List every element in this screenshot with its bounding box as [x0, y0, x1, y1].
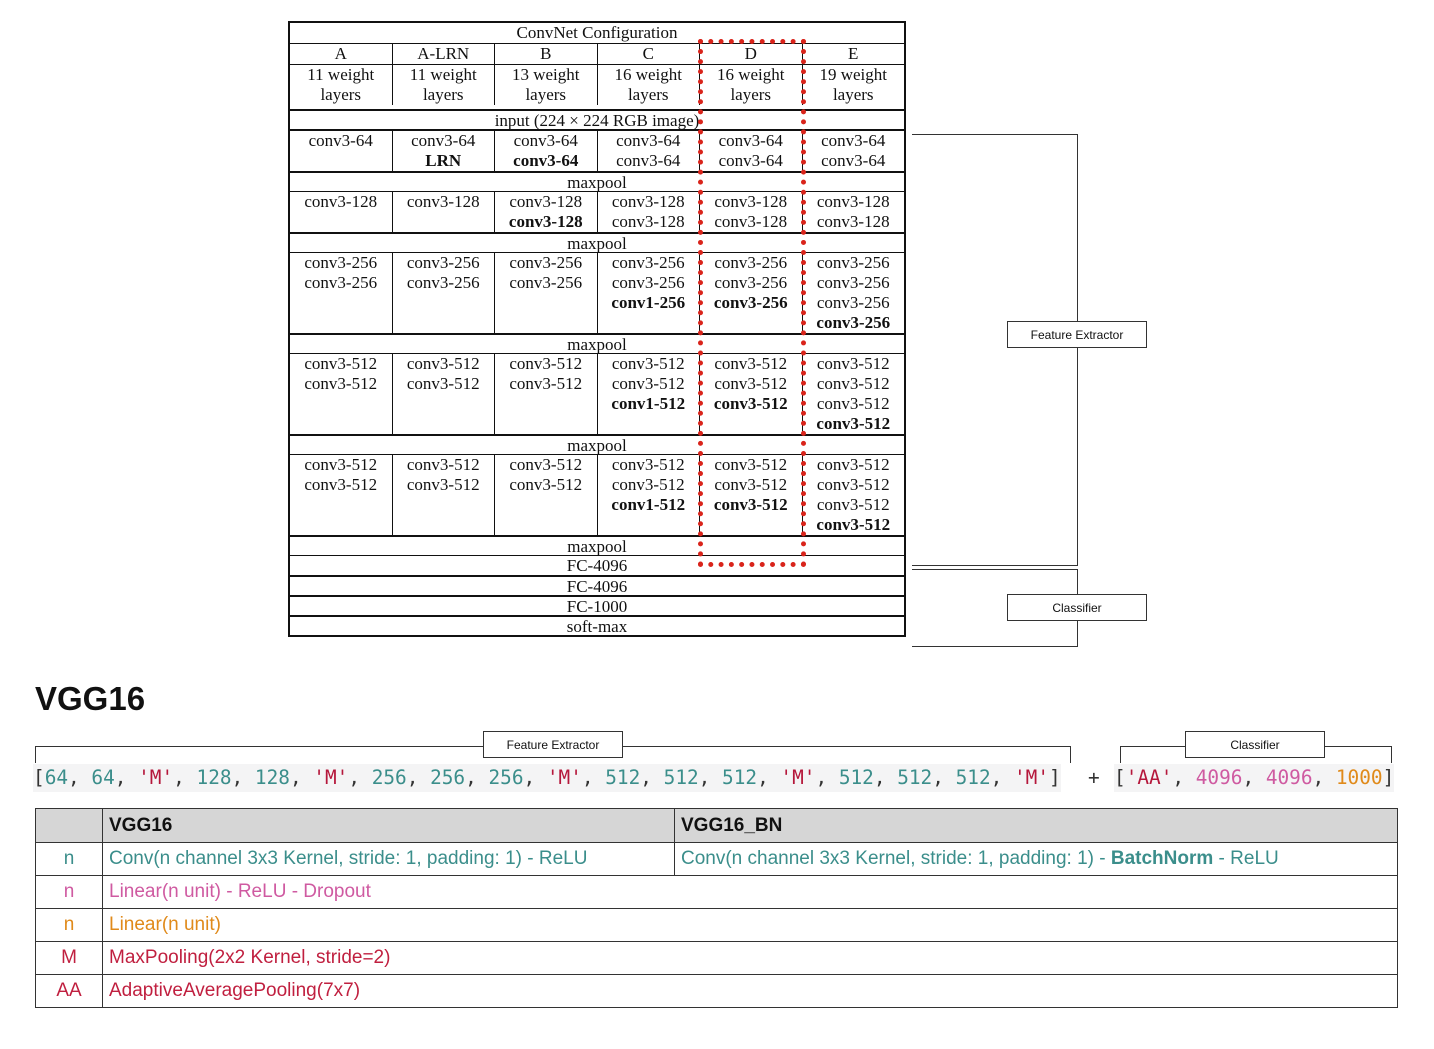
- config-cell: [290, 455, 392, 535]
- layer-entry: conv3-512: [714, 455, 788, 474]
- code-token: 4096: [1195, 766, 1243, 789]
- layer-entry: conv3-128: [304, 192, 378, 211]
- config-block-row: [290, 353, 904, 434]
- layer-entry: conv3-256: [509, 273, 583, 292]
- config-cell: [597, 131, 700, 171]
- layer-entry: conv1-512: [611, 394, 686, 413]
- layer-entry: conv3-512: [406, 455, 480, 474]
- config-column-depths: [290, 64, 904, 105]
- classifier-tag: Classifier: [1007, 594, 1147, 621]
- config-col-depth: [597, 65, 700, 105]
- layer-entry: conv3-512: [611, 374, 685, 393]
- config-col-name: C: [597, 44, 700, 64]
- layer-entry: conv3-512: [816, 374, 890, 393]
- code-token: ,: [873, 766, 898, 789]
- plus-sign: +: [1088, 766, 1100, 789]
- code-token: 64: [44, 766, 69, 789]
- depth-line: 11 weight: [307, 65, 375, 84]
- layer-entry: conv3-64: [411, 131, 476, 150]
- config-col-name: B: [494, 44, 597, 64]
- config-cell: [392, 253, 495, 333]
- legend-vgg16-bn-conv: [675, 843, 1398, 876]
- legend-vgg16-conv: Conv(n channel 3x3 Kernel, stride: 1, padding: 1) - ReLU: [103, 843, 675, 876]
- config-block-row: [290, 252, 904, 333]
- depth-line: layers: [730, 85, 772, 104]
- config-cell: [597, 192, 700, 232]
- config-cell: [597, 455, 700, 535]
- code-token: 4096: [1265, 766, 1313, 789]
- config-cell: [290, 192, 392, 232]
- depth-line: 16 weight: [716, 65, 785, 84]
- layer-entry: conv3-512: [713, 495, 788, 514]
- code-token: ,: [231, 766, 255, 789]
- layer-entry: conv3-256: [713, 293, 788, 312]
- code-token: ,: [757, 766, 781, 789]
- code-token: ,: [1312, 766, 1336, 789]
- config-col-depth: [494, 65, 597, 105]
- config-cell: [802, 131, 905, 171]
- layer-entry: conv3-256: [304, 273, 378, 292]
- code-token: 512: [722, 766, 758, 789]
- config-col-depth: [290, 65, 392, 105]
- config-cell: [802, 354, 905, 434]
- maxpool-row: maxpool: [290, 434, 904, 454]
- layer-entry: conv3-512: [816, 414, 891, 433]
- layer-entry: conv3-512: [816, 455, 890, 474]
- code-token: ,: [640, 766, 664, 789]
- layer-entry: conv3-512: [714, 354, 788, 373]
- code-token: ,: [698, 766, 723, 789]
- config-col-name: E: [802, 44, 905, 64]
- bn-suffix: - ReLU: [1213, 848, 1279, 869]
- code-token: 'M': [1013, 766, 1050, 789]
- layer-entry: LRN: [425, 151, 462, 170]
- config-cell: [392, 192, 495, 232]
- layer-entry: conv3-512: [509, 475, 583, 494]
- depth-line: layers: [832, 85, 874, 104]
- layer-entry: conv3-64: [718, 151, 783, 170]
- layer-entry: conv3-256: [611, 253, 685, 272]
- code-token: 128: [196, 766, 232, 789]
- code-token: ,: [114, 766, 139, 789]
- code-token: 256: [430, 766, 466, 789]
- code-token: 'M': [313, 766, 349, 789]
- layer-entry: conv3-256: [406, 273, 480, 292]
- config-col-depth: [392, 65, 495, 105]
- layer-entry: conv3-512: [611, 354, 685, 373]
- feature-extractor-top-tag: Feature Extractor: [483, 731, 623, 758]
- layer-entry: conv3-64: [616, 151, 681, 170]
- code-token: ,: [990, 766, 1014, 789]
- code-token: ,: [932, 766, 956, 789]
- legend-row-adaptive-avgpool: [36, 975, 1398, 1008]
- batchnorm-label: BatchNorm: [1110, 848, 1214, 869]
- layer-entry: conv3-512: [713, 394, 788, 413]
- feature-extractor-tag: Feature Extractor: [1007, 321, 1147, 348]
- config-cell: [494, 253, 597, 333]
- config-block-row: [290, 129, 904, 171]
- legend-linear-dropout: Linear(n unit) - ReLU - Dropout: [103, 876, 1398, 909]
- legend-symbol: AA: [36, 975, 103, 1008]
- layer-entry: conv3-512: [714, 374, 788, 393]
- layer-entry: conv3-512: [816, 354, 890, 373]
- legend-symbol: M: [36, 942, 103, 975]
- code-token: 512: [897, 766, 933, 789]
- layer-entry: conv3-512: [509, 374, 583, 393]
- code-token: 'M': [138, 766, 174, 789]
- tail-fc-3: FC-1000: [290, 595, 904, 615]
- code-token: 256: [371, 766, 407, 789]
- layer-entry: conv3-512: [509, 455, 583, 474]
- layer-entry: conv3-64: [821, 131, 886, 150]
- code-token: 256: [488, 766, 524, 789]
- layer-entry: conv3-128: [714, 212, 788, 231]
- layer-entry: conv3-128: [714, 192, 788, 211]
- layer-entry: conv3-128: [509, 192, 583, 211]
- depth-line: 13 weight: [511, 65, 580, 84]
- legend-header-row: [36, 809, 1398, 843]
- config-cell: [802, 253, 905, 333]
- layer-entry: conv3-256: [816, 293, 890, 312]
- config-cell: [392, 354, 495, 434]
- layer-entry: conv3-256: [816, 253, 890, 272]
- code-token: ,: [406, 766, 431, 789]
- layer-entry: conv3-128: [816, 192, 890, 211]
- layer-entry: conv3-256: [816, 313, 891, 332]
- feature-extractor-bracket: [912, 134, 1078, 566]
- features-config-code: [33, 764, 1061, 792]
- layer-entry: conv3-128: [611, 192, 685, 211]
- legend-symbol: n: [36, 876, 103, 909]
- legend-header-vgg16: VGG16: [103, 809, 675, 843]
- layer-entry: conv3-64: [718, 131, 783, 150]
- legend-symbol: n: [36, 843, 103, 876]
- layer-entry: conv3-64: [513, 131, 578, 150]
- config-col-name: D: [699, 44, 802, 64]
- layer-entry: conv3-512: [304, 455, 378, 474]
- layer-legend-table: [35, 808, 1398, 1008]
- depth-line: 19 weight: [819, 65, 888, 84]
- depth-line: layers: [525, 85, 567, 104]
- legend-row-maxpool: [36, 942, 1398, 975]
- layer-entry: conv3-256: [509, 253, 583, 272]
- layer-entry: conv3-256: [611, 273, 685, 292]
- config-cell: [802, 455, 905, 535]
- config-cell: [494, 455, 597, 535]
- classifier-config-code: [1114, 764, 1394, 792]
- code-token: ,: [465, 766, 489, 789]
- config-cell: [494, 192, 597, 232]
- layer-entry: conv3-512: [611, 455, 685, 474]
- input-row: input (224 × 224 RGB image): [290, 109, 904, 129]
- layer-entry: conv3-256: [714, 253, 788, 272]
- layer-entry: conv3-512: [816, 394, 890, 413]
- legend-row-linear: [36, 909, 1398, 942]
- config-cell: [290, 253, 392, 333]
- config-col-name: A: [334, 44, 347, 63]
- config-cell: [597, 253, 700, 333]
- config-title: ConvNet Configuration: [516, 23, 678, 42]
- code-token: ,: [289, 766, 314, 789]
- config-cell: [290, 354, 392, 434]
- layer-entry: conv3-128: [508, 212, 583, 231]
- code-token: 512: [838, 766, 874, 789]
- bn-prefix: Conv(n channel 3x3 Kernel, stride: 1, padding: 1) -: [681, 848, 1111, 869]
- layer-entry: conv3-256: [816, 273, 890, 292]
- config-cell: [494, 131, 597, 171]
- layer-entry: conv3-64: [308, 131, 373, 150]
- layer-entry: conv3-64: [513, 151, 579, 170]
- layer-entry: conv3-512: [611, 475, 685, 494]
- layer-entry: conv1-256: [611, 293, 686, 312]
- layer-entry: conv3-128: [611, 212, 685, 231]
- code-token: ,: [815, 766, 839, 789]
- config-block-row: [290, 454, 904, 535]
- layer-entry: conv3-512: [304, 374, 378, 393]
- legend-adaptive-avgpool: AdaptiveAveragePooling(7x7): [103, 975, 1398, 1008]
- code-token: 'M': [546, 766, 582, 789]
- depth-line: 11 weight: [409, 65, 477, 84]
- layer-entry: conv3-512: [714, 475, 788, 494]
- config-block-row: [290, 191, 904, 232]
- config-column-names: [290, 43, 904, 64]
- layer-entry: conv3-256: [406, 253, 480, 272]
- depth-line: layers: [627, 85, 669, 104]
- layer-entry: conv3-64: [821, 151, 886, 170]
- tail-softmax: soft-max: [290, 615, 904, 635]
- config-cell: [392, 455, 495, 535]
- layer-entry: conv3-512: [816, 475, 890, 494]
- layer-entry: conv3-256: [304, 253, 378, 272]
- config-cell: [802, 192, 905, 232]
- config-cell: [597, 354, 700, 434]
- layer-entry: conv3-512: [816, 515, 891, 534]
- code-token: ,: [1172, 766, 1196, 789]
- code-token: ,: [1242, 766, 1266, 789]
- legend-header-vgg16-bn: VGG16_BN: [675, 809, 1398, 843]
- layer-entry: conv3-512: [406, 354, 480, 373]
- code-token: 512: [605, 766, 641, 789]
- code-token: 512: [955, 766, 991, 789]
- code-token: 64: [91, 766, 115, 789]
- maxpool-row: maxpool: [290, 333, 904, 353]
- code-token: ,: [523, 766, 547, 789]
- legend-maxpool: MaxPooling(2x2 Kernel, stride=2): [103, 942, 1398, 975]
- config-cell: [290, 131, 392, 171]
- config-cell: [494, 354, 597, 434]
- layer-entry: conv3-512: [509, 354, 583, 373]
- layer-entry: conv3-64: [616, 131, 681, 150]
- legend-symbol: n: [36, 909, 103, 942]
- code-token: 'M': [780, 766, 816, 789]
- code-token: 512: [663, 766, 699, 789]
- code-token: 128: [254, 766, 290, 789]
- layer-entry: conv3-512: [816, 495, 890, 514]
- code-token: ,: [173, 766, 197, 789]
- code-token: 1000: [1335, 766, 1383, 789]
- layer-entry: conv3-256: [714, 273, 788, 292]
- legend-linear: Linear(n unit): [103, 909, 1398, 942]
- legend-row-linear-dropout: [36, 876, 1398, 909]
- code-token: 'AA': [1125, 766, 1173, 789]
- code-token: ]: [1382, 766, 1395, 789]
- code-token: ,: [581, 766, 606, 789]
- layer-entry: conv3-128: [406, 192, 480, 211]
- layer-entry: conv3-512: [406, 374, 480, 393]
- tail-fc-1: FC-4096: [290, 555, 904, 575]
- config-cell: [392, 131, 495, 171]
- maxpool-row: maxpool: [290, 535, 904, 555]
- config-col-name: A-LRN: [392, 44, 495, 64]
- code-token: [: [33, 766, 45, 789]
- maxpool-row: maxpool: [290, 171, 904, 191]
- code-token: ,: [68, 766, 92, 789]
- layer-entry: conv3-128: [816, 212, 890, 231]
- depth-line: 16 weight: [614, 65, 683, 84]
- column-d-highlight: [698, 39, 806, 567]
- depth-line: layers: [320, 85, 362, 104]
- config-blocks: [290, 129, 904, 555]
- depth-line: layers: [422, 85, 464, 104]
- layer-entry: conv1-512: [611, 495, 686, 514]
- legend-row-conv: [36, 843, 1398, 876]
- code-token: ]: [1049, 766, 1061, 789]
- maxpool-row: maxpool: [290, 232, 904, 252]
- convnet-config-table: [288, 21, 906, 637]
- config-col-depth: [802, 65, 905, 105]
- layer-entry: conv3-512: [406, 475, 480, 494]
- classifier-top-tag: Classifier: [1185, 731, 1325, 758]
- legend-header-symbol: [36, 809, 103, 843]
- layer-entry: conv3-512: [304, 475, 378, 494]
- tail-fc-2: FC-4096: [290, 575, 904, 595]
- layer-entry: conv3-512: [304, 354, 378, 373]
- code-token: ,: [348, 766, 372, 789]
- vgg16-title: VGG16: [35, 680, 146, 717]
- code-token: [: [1114, 766, 1126, 789]
